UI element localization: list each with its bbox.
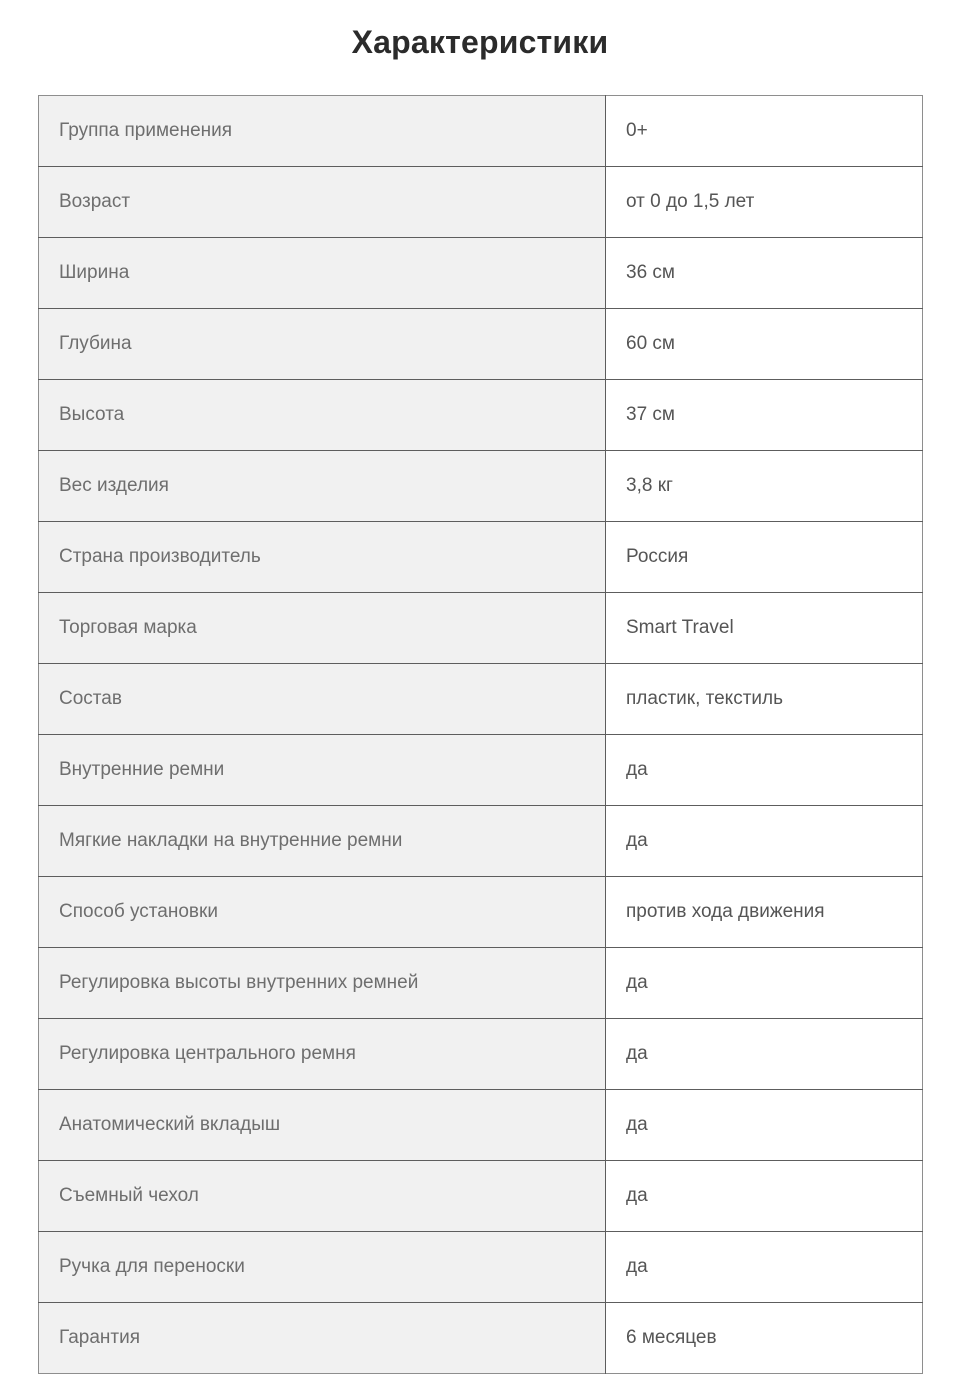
- table-row: [39, 948, 923, 1019]
- spec-value-cell: пластик, текстиль: [606, 664, 923, 735]
- table-row: [39, 380, 923, 451]
- spec-value-cell: да: [606, 735, 923, 806]
- table-row: [39, 238, 923, 309]
- specifications-table: [38, 95, 923, 1374]
- table-row: [39, 522, 923, 593]
- spec-label-cell: Гарантия: [39, 1303, 606, 1374]
- spec-value-cell: 3,8 кг: [606, 451, 923, 522]
- spec-label-cell: Группа применения: [39, 96, 606, 167]
- spec-value-cell: 0+: [606, 96, 923, 167]
- spec-value-cell: да: [606, 1161, 923, 1232]
- table-row: [39, 806, 923, 877]
- table-row: [39, 451, 923, 522]
- page-title: Характеристики: [351, 24, 609, 60]
- spec-label-cell: Анатомический вкладыш: [39, 1090, 606, 1161]
- table-row: [39, 167, 923, 238]
- spec-label-cell: Внутренние ремни: [39, 735, 606, 806]
- spec-value-cell: 6 месяцев: [606, 1303, 923, 1374]
- table-row: [39, 1303, 923, 1374]
- spec-value-cell: да: [606, 1090, 923, 1161]
- spec-label-cell: Съемный чехол: [39, 1161, 606, 1232]
- table-row: [39, 877, 923, 948]
- specifications-table-container: [38, 95, 922, 1374]
- spec-label-cell: Глубина: [39, 309, 606, 380]
- specifications-table-body: [39, 96, 923, 1374]
- table-row: [39, 96, 923, 167]
- spec-value-cell: Россия: [606, 522, 923, 593]
- table-row: [39, 1161, 923, 1232]
- table-row: [39, 1232, 923, 1303]
- spec-value-cell: против хода движения: [606, 877, 923, 948]
- spec-value-cell: да: [606, 1019, 923, 1090]
- spec-value-cell: Smart Travel: [606, 593, 923, 664]
- spec-value-cell: 36 см: [606, 238, 923, 309]
- spec-value-cell: 60 см: [606, 309, 923, 380]
- table-row: [39, 735, 923, 806]
- spec-label-cell: Ширина: [39, 238, 606, 309]
- spec-label-cell: Регулировка центрального ремня: [39, 1019, 606, 1090]
- table-row: [39, 593, 923, 664]
- spec-label-cell: Страна производитель: [39, 522, 606, 593]
- table-row: [39, 664, 923, 735]
- spec-label-cell: Возраст: [39, 167, 606, 238]
- spec-value-cell: от 0 до 1,5 лет: [606, 167, 923, 238]
- spec-value-cell: да: [606, 1232, 923, 1303]
- spec-value-cell: 37 см: [606, 380, 923, 451]
- spec-label-cell: Ручка для переноски: [39, 1232, 606, 1303]
- spec-label-cell: Вес изделия: [39, 451, 606, 522]
- spec-label-cell: Мягкие накладки на внутренние ремни: [39, 806, 606, 877]
- spec-label-cell: Высота: [39, 380, 606, 451]
- table-row: [39, 1090, 923, 1161]
- spec-value-cell: да: [606, 948, 923, 1019]
- spec-label-cell: Регулировка высоты внутренних ремней: [39, 948, 606, 1019]
- spec-label-cell: Торговая марка: [39, 593, 606, 664]
- table-row: [39, 1019, 923, 1090]
- table-row: [39, 309, 923, 380]
- spec-label-cell: Способ установки: [39, 877, 606, 948]
- spec-label-cell: Состав: [39, 664, 606, 735]
- spec-value-cell: да: [606, 806, 923, 877]
